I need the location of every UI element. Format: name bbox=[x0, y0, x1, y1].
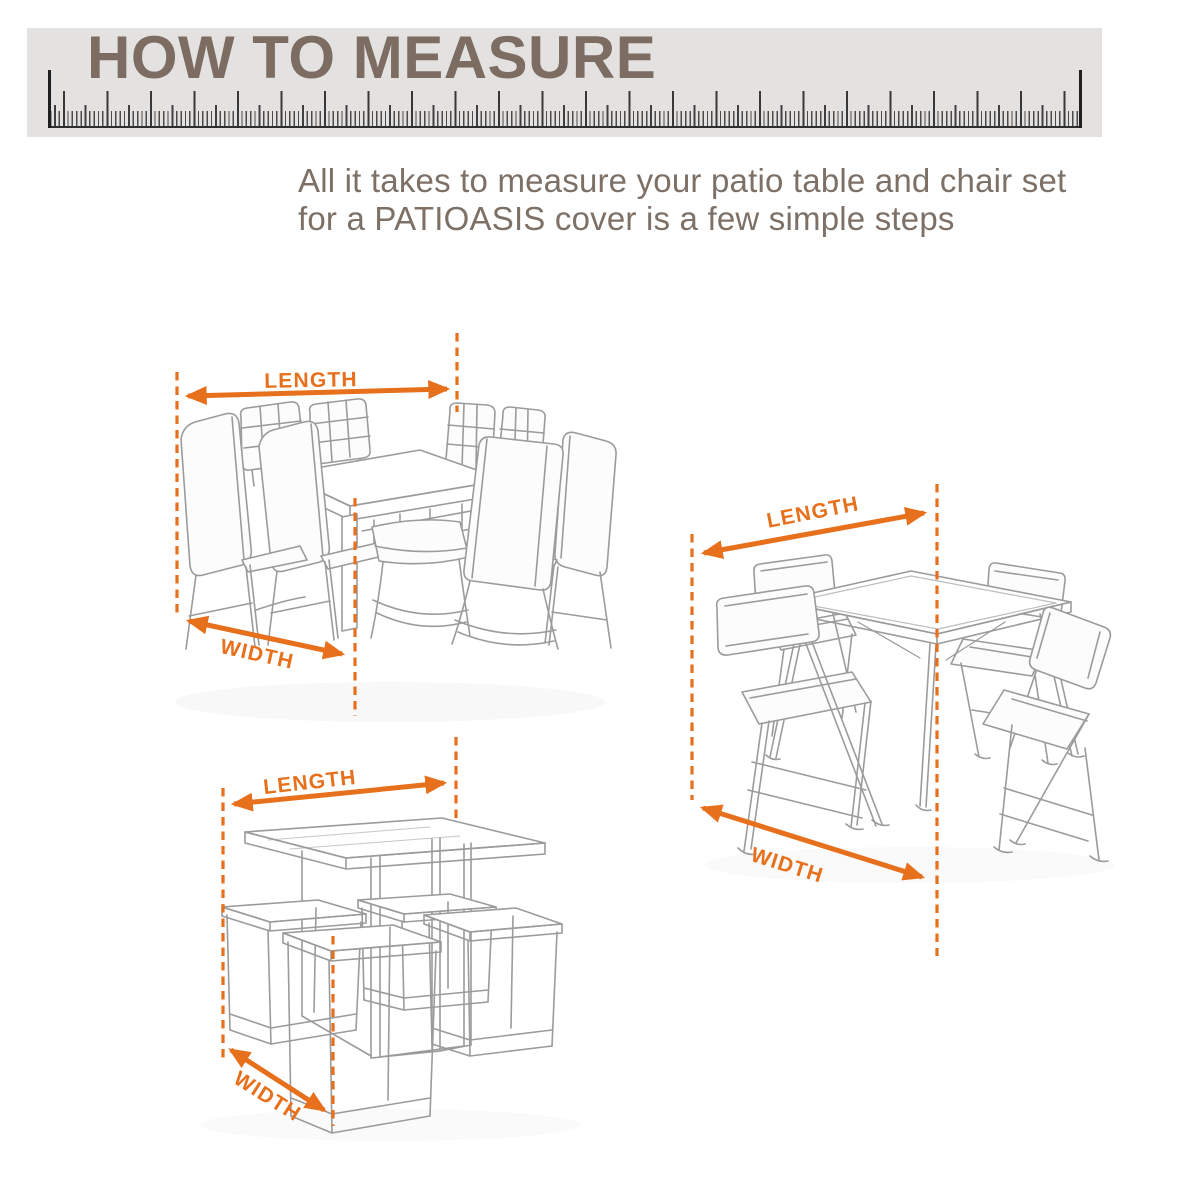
cube-width-label: WIDTH bbox=[229, 1066, 306, 1127]
cube-length-label: LENGTH bbox=[262, 765, 358, 800]
dining-length-label: LENGTH bbox=[264, 368, 358, 393]
folding-length-label: LENGTH bbox=[764, 492, 862, 533]
dining-set-illustration bbox=[175, 399, 616, 722]
page-title: HOW TO MEASURE bbox=[87, 24, 657, 91]
intro-line-2: for a PATIOASIS cover is a few simple steps bbox=[298, 200, 955, 237]
folding-set-illustration bbox=[705, 555, 1115, 883]
dining-width-label: WIDTH bbox=[218, 635, 297, 674]
folding-width-label: WIDTH bbox=[748, 843, 827, 888]
intro-line-1: All it takes to measure your patio table and chair set bbox=[298, 162, 1067, 199]
